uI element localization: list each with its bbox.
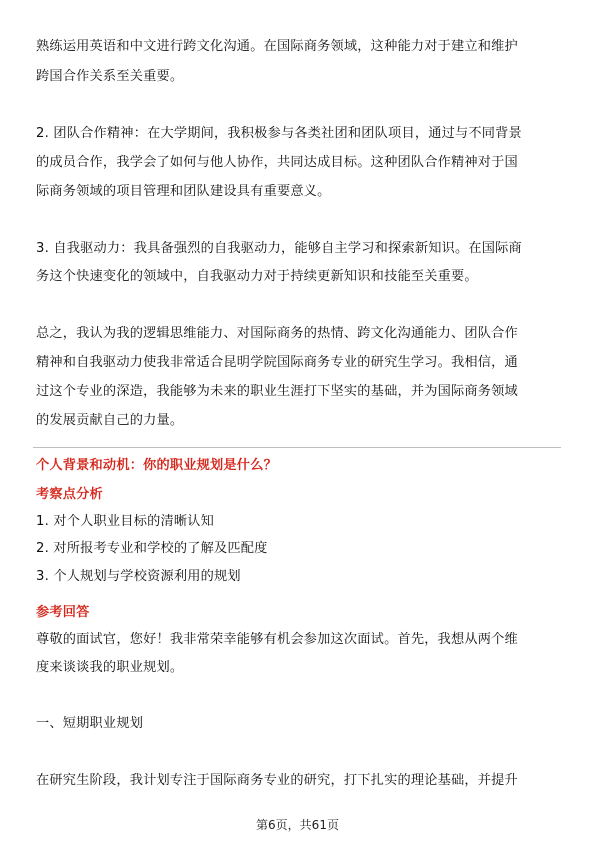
paragraph-line: 2. 团队合作精神：在大学期间，我积极参与各类社团和团队项目，通过与不同背景 <box>36 126 522 141</box>
paragraph-line: 际商务领域的项目管理和团队建设具有重要意义。 <box>36 184 331 199</box>
paragraph-line: 的发展贡献自己的力量。 <box>36 413 184 428</box>
paragraph-line: 跨国合作关系至关重要。 <box>36 69 184 84</box>
answer-line: 在研究生阶段，我计划专注于国际商务专业的研究，打下扎实的理论基础，并提升 <box>36 773 518 788</box>
analysis-point: 1. 对个人职业目标的清晰认知 <box>36 514 215 529</box>
page-number: 第6页，共61页 <box>256 818 339 832</box>
paragraph-line: 总之，我认为我的逻辑思维能力、对国际商务的热情、跨文化沟通能力、团队合作 <box>36 326 518 341</box>
paragraph-line: 务这个快速变化的领域中，自我驱动力对于持续更新知识和技能至关重要。 <box>36 269 478 284</box>
paragraph-line: 熟练运用英语和中文进行跨文化沟通。在国际商务领域，这种能力对于建立和维护 <box>36 39 518 54</box>
answer-line: 度来谈谈我的职业规划。 <box>36 660 184 675</box>
analysis-point: 2. 对所报考专业和学校的了解及匹配度 <box>36 541 268 556</box>
answer-heading: 参考回答 <box>36 605 90 620</box>
section-heading: 一、短期职业规划 <box>36 716 144 731</box>
paragraph-line: 的成员合作，我学会了如何与他人协作，共同达成目标。这种团队合作精神对于国 <box>36 155 518 170</box>
answer-line: 尊敬的面试官，您好！我非常荣幸能够有机会参加这次面试。首先，我想从两个维 <box>36 632 518 647</box>
paragraph-line: 精神和自我驱动力使我非常适合昆明学院国际商务专业的研究生学习。我相信，通 <box>36 355 518 370</box>
section-divider <box>33 447 561 448</box>
question-title: 个人背景和动机：你的职业规划是什么？ <box>36 458 277 473</box>
analysis-heading: 考察点分析 <box>36 487 103 502</box>
paragraph-line: 3. 自我驱动力：我具备强烈的自我驱动力，能够自主学习和探索新知识。在国际商 <box>36 241 522 256</box>
analysis-point: 3. 个人规划与学校资源利用的规划 <box>36 569 241 584</box>
paragraph-line: 过这个专业的深造，我能够为未来的职业生涯打下坚实的基础，并为国际商务领域 <box>36 384 518 399</box>
